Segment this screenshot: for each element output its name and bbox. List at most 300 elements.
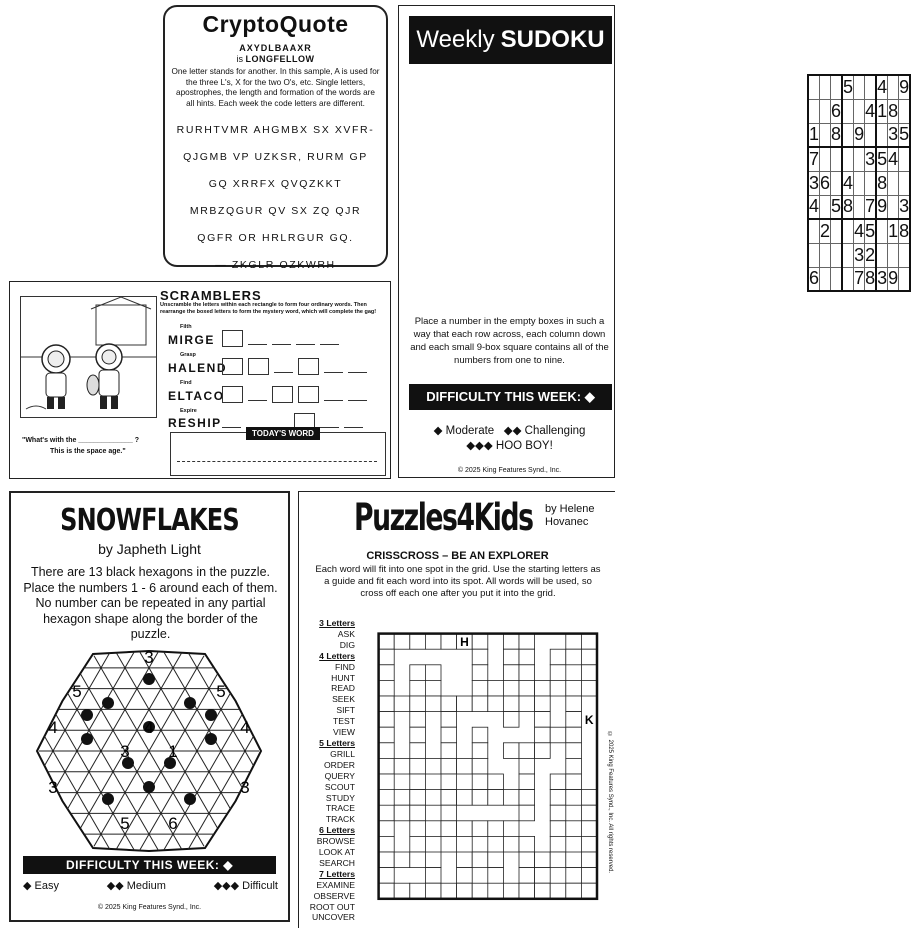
- sudoku-cell[interactable]: [831, 219, 843, 243]
- sudoku-cell: 2: [865, 243, 877, 267]
- crisscross-cell[interactable]: [566, 868, 582, 884]
- crisscross-cell[interactable]: [410, 712, 426, 728]
- crisscross-cell[interactable]: [394, 696, 410, 712]
- crisscross-cell[interactable]: [550, 883, 566, 899]
- crisscross-cell[interactable]: [566, 696, 582, 712]
- crisscross-cell[interactable]: [519, 805, 535, 821]
- crisscross-cell[interactable]: [503, 665, 519, 681]
- given-number: 5: [72, 682, 82, 701]
- black-hexagon: [205, 709, 217, 721]
- crisscross-cell[interactable]: [379, 696, 395, 712]
- crisscross-instructions: Each word will fit into one spot in the grid. Use the starting letters as a guide and fit each word into its spot. All words will be used, so cross off each one after you put it into the grid.: [315, 564, 601, 599]
- crisscross-cell[interactable]: [550, 727, 566, 743]
- is-word: is: [236, 54, 243, 64]
- crisscross-cell[interactable]: [425, 868, 441, 884]
- sudoku-cell: 5: [899, 123, 911, 147]
- body-left: [46, 373, 66, 397]
- crisscross-cell[interactable]: [519, 649, 535, 665]
- crisscross-cell[interactable]: [581, 680, 597, 696]
- word-list-item: HUNT: [331, 672, 355, 683]
- crisscross-cell[interactable]: [441, 712, 457, 728]
- crisscross-cell[interactable]: [472, 852, 488, 868]
- sudoku-cell: 5: [876, 147, 888, 171]
- crisscross-cell[interactable]: [488, 852, 504, 868]
- crisscross-cell[interactable]: [394, 852, 410, 868]
- crisscross-cell[interactable]: [379, 805, 395, 821]
- starter-letter: H: [460, 635, 469, 650]
- crisscross-cell[interactable]: [379, 836, 395, 852]
- sudoku-cell: 5: [842, 75, 854, 99]
- crisscross-cell[interactable]: [488, 696, 504, 712]
- crisscross-cell[interactable]: [566, 852, 582, 868]
- given-number: 5: [216, 682, 226, 701]
- crisscross-cell[interactable]: [425, 665, 441, 681]
- snowflakes-instructions: There are 13 black hexagons in the puzzle. Place the numbers 1 - 6 around each of them. No number can be repeated in any partial hexagon shape along the border of the puzzle.: [23, 565, 278, 641]
- crisscross-cell[interactable]: [425, 790, 441, 806]
- sudoku-difficulty-levels: [407, 424, 612, 454]
- crisscross-cell[interactable]: [379, 712, 395, 728]
- word-list-item: LOOK AT: [318, 847, 355, 858]
- cartoon-illustration: [20, 296, 157, 418]
- clue-2: Grasp: [180, 352, 196, 358]
- crisscross-cell[interactable]: [519, 774, 535, 790]
- answer-blanks-3[interactable]: [222, 386, 367, 403]
- crisscross-cell[interactable]: [379, 743, 395, 759]
- given-number: 3: [240, 778, 250, 797]
- crisscross-cell[interactable]: [488, 821, 504, 837]
- crisscross-cell[interactable]: [379, 852, 395, 868]
- sudoku-cell[interactable]: [808, 219, 820, 243]
- todays-word-box[interactable]: [170, 429, 386, 476]
- sudoku-cell[interactable]: [808, 243, 820, 267]
- crisscross-cell[interactable]: [457, 868, 473, 884]
- byline-1: by Helene: [545, 503, 595, 515]
- crisscross-cell[interactable]: [566, 680, 582, 696]
- word-list-item: EXAMINE: [316, 879, 355, 890]
- crisscross-cell[interactable]: [410, 774, 426, 790]
- sudoku-cell[interactable]: [854, 195, 865, 219]
- crisscross-cell[interactable]: [566, 821, 582, 837]
- crisscross-cell[interactable]: [441, 836, 457, 852]
- crisscross-cell[interactable]: [410, 696, 426, 712]
- cryptoquote-title: CryptoQuote: [202, 11, 349, 37]
- sudoku-row: [808, 123, 910, 147]
- crisscross-cell[interactable]: [503, 790, 519, 806]
- sudoku-row: [808, 99, 910, 123]
- cryptoquote-line: GQ XRRFX QVQZKKT: [208, 178, 343, 190]
- crisscross-cell[interactable]: [457, 852, 473, 868]
- sudoku-cell[interactable]: [854, 171, 865, 195]
- sudoku-cell: 7: [865, 195, 877, 219]
- sudoku-cell[interactable]: [899, 147, 911, 171]
- crisscross-cell[interactable]: [535, 883, 551, 899]
- sudoku-cell[interactable]: [876, 219, 888, 243]
- crisscross-cell[interactable]: [394, 883, 410, 899]
- word-list-item: ASK: [337, 628, 355, 639]
- word-list-item: UNCOVER: [312, 912, 355, 923]
- sudoku-cell[interactable]: [842, 267, 854, 291]
- crisscross-cell[interactable]: [503, 634, 519, 650]
- crisscross-cell[interactable]: [566, 743, 582, 759]
- leg-left-2: [58, 397, 65, 409]
- crisscross-cell[interactable]: [441, 805, 457, 821]
- crisscross-cell[interactable]: [425, 821, 441, 837]
- sudoku-cell[interactable]: [888, 75, 899, 99]
- crisscross-cell[interactable]: [472, 774, 488, 790]
- sudoku-cell: 3: [876, 267, 888, 291]
- crisscross-cell[interactable]: [488, 868, 504, 884]
- crisscross-cell[interactable]: [379, 758, 395, 774]
- crisscross-cell[interactable]: [566, 634, 582, 650]
- crisscross-cell[interactable]: [441, 634, 457, 650]
- given-number: 3: [48, 778, 58, 797]
- crisscross-cell[interactable]: [441, 758, 457, 774]
- crisscross-cell[interactable]: [535, 680, 551, 696]
- crisscross-cell[interactable]: [535, 852, 551, 868]
- sudoku-cell[interactable]: [865, 171, 877, 195]
- crisscross-cell[interactable]: [394, 758, 410, 774]
- crisscross-cell[interactable]: [566, 712, 582, 728]
- crisscross-cell[interactable]: [581, 805, 597, 821]
- crisscross-cell[interactable]: [566, 774, 582, 790]
- sudoku-cell[interactable]: [854, 99, 865, 123]
- level-medium: ◆◆ Medium: [106, 880, 166, 892]
- sudoku-cell[interactable]: [899, 99, 911, 123]
- crisscross-cell[interactable]: [472, 696, 488, 712]
- sudoku-cell: 3: [865, 147, 877, 171]
- crisscross-cell[interactable]: [472, 634, 488, 650]
- crisscross-cell[interactable]: [581, 852, 597, 868]
- crisscross-cell[interactable]: [519, 665, 535, 681]
- sudoku-cell[interactable]: [888, 195, 899, 219]
- sudoku-cell[interactable]: [842, 123, 854, 147]
- sudoku-cell: 4: [842, 171, 854, 195]
- crisscross-cell[interactable]: [472, 743, 488, 759]
- sudoku-copyright: © 2025 King Features Synd., Inc.: [457, 467, 562, 474]
- cryptoquote-instructions: One letter stands for another. In this sample, A is used for the three L's, X for the two O's, etc. Single letters, apostrophes, the length and formation of the words are all hints. Each week the code letters are different.: [171, 67, 380, 108]
- snowflakes-copyright: © 2025 King Features Synd., Inc.: [97, 904, 202, 911]
- crisscross-cell[interactable]: [488, 774, 504, 790]
- crisscross-cell[interactable]: [425, 680, 441, 696]
- sudoku-panel: [398, 5, 910, 478]
- black-hexagon: [143, 781, 155, 793]
- crisscross-cell[interactable]: [441, 774, 457, 790]
- crisscross-cell[interactable]: [457, 883, 473, 899]
- word-list-item: TRACK: [325, 814, 355, 825]
- roof-shape: [91, 297, 151, 309]
- crisscross-cell[interactable]: [503, 649, 519, 665]
- crisscross-cell[interactable]: [457, 821, 473, 837]
- cryptoquote-sample-code: AXYDLBAAXR: [239, 43, 312, 53]
- sudoku-cell[interactable]: [854, 75, 865, 99]
- crisscross-cell[interactable]: [472, 665, 488, 681]
- sudoku-cell[interactable]: [831, 267, 843, 291]
- crisscross-cell[interactable]: [519, 883, 535, 899]
- tank-shape: [87, 375, 99, 395]
- crisscross-cell[interactable]: [379, 868, 395, 884]
- scrambled-word-3: ELTACO: [168, 389, 225, 403]
- crisscross-cell[interactable]: [379, 680, 395, 696]
- crisscross-cell[interactable]: [581, 665, 597, 681]
- crisscross-cell[interactable]: [488, 680, 504, 696]
- crisscross-cell[interactable]: [566, 758, 582, 774]
- sudoku-cell: 3: [888, 123, 899, 147]
- sudoku-row: [808, 267, 910, 291]
- scrambled-word-1: MIRGE: [168, 333, 215, 347]
- answer-blanks-2[interactable]: [222, 358, 367, 375]
- crisscross-cell[interactable]: [503, 696, 519, 712]
- sudoku-cell: 4: [854, 219, 865, 243]
- house-shape: [96, 305, 146, 345]
- crisscross-cell[interactable]: [441, 790, 457, 806]
- crisscross-cell[interactable]: [550, 649, 566, 665]
- crisscross-cell[interactable]: [503, 836, 519, 852]
- crisscross-cell[interactable]: [410, 821, 426, 837]
- crisscross-cell[interactable]: [550, 774, 566, 790]
- sudoku-cell[interactable]: [865, 75, 877, 99]
- sudoku-cell[interactable]: [831, 147, 843, 171]
- crisscross-cell[interactable]: [503, 821, 519, 837]
- crisscross-cell[interactable]: [457, 790, 473, 806]
- crisscross-cell[interactable]: [472, 680, 488, 696]
- crisscross-cell[interactable]: [581, 868, 597, 884]
- sudoku-cell: 1: [876, 99, 888, 123]
- crisscross-cell[interactable]: [581, 649, 597, 665]
- crisscross-cell[interactable]: [410, 634, 426, 650]
- sudoku-cell[interactable]: [808, 99, 820, 123]
- black-hexagon: [81, 709, 93, 721]
- sudoku-cell: 6: [831, 99, 843, 123]
- crisscross-cell[interactable]: [441, 883, 457, 899]
- crisscross-cell[interactable]: [535, 743, 551, 759]
- crisscross-cell[interactable]: [472, 727, 488, 743]
- crisscross-cell[interactable]: [519, 634, 535, 650]
- sudoku-cell[interactable]: [820, 147, 831, 171]
- vertical-copyright: © 2025 King Features Synd., Inc. All rights reserved.: [607, 732, 613, 874]
- crisscross-cell[interactable]: [457, 696, 473, 712]
- given-number: 1: [168, 742, 178, 761]
- sudoku-cell[interactable]: [820, 267, 831, 291]
- word-list-item: VIEW: [333, 727, 355, 738]
- crisscross-cell[interactable]: [425, 883, 441, 899]
- cryptoquote-line: QJGMB VP UZKSR, RURM GP: [183, 151, 368, 163]
- crisscross-cell[interactable]: [566, 727, 582, 743]
- cartoon-caption-1: "What's with the ______________ ?: [22, 437, 140, 444]
- crisscross-cell[interactable]: [441, 821, 457, 837]
- word-group-header: 5 Letters: [319, 737, 355, 748]
- crisscross-cell[interactable]: [550, 821, 566, 837]
- crisscross-cell[interactable]: [441, 696, 457, 712]
- signature-scribble: [26, 406, 46, 409]
- sudoku-cell[interactable]: [854, 147, 865, 171]
- crisscross-cell[interactable]: [425, 852, 441, 868]
- sudoku-cell[interactable]: [842, 243, 854, 267]
- word-group-header: 4 Letters: [319, 650, 355, 661]
- sudoku-cell[interactable]: [831, 75, 843, 99]
- sudoku-cell[interactable]: [865, 123, 877, 147]
- crisscross-cell[interactable]: [581, 836, 597, 852]
- crisscross-cell[interactable]: [410, 805, 426, 821]
- sudoku-cell[interactable]: [831, 243, 843, 267]
- sudoku-cell[interactable]: [876, 243, 888, 267]
- leg-left-1: [47, 397, 54, 409]
- crisscross-cell[interactable]: [425, 634, 441, 650]
- crisscross-cell[interactable]: [379, 727, 395, 743]
- puzzles4kids-title: Puzzles4Kids: [354, 496, 533, 539]
- crisscross-cell[interactable]: [519, 758, 535, 774]
- crisscross-cell[interactable]: [379, 883, 395, 899]
- sudoku-cell[interactable]: [831, 171, 843, 195]
- scrambled-word-4: RESHIP: [168, 416, 222, 430]
- crisscross-cell[interactable]: [379, 634, 395, 650]
- given-number: 5: [120, 814, 130, 833]
- cryptoquote-line: MRBZQGUR QV SX ZQ QJR: [189, 205, 362, 217]
- crisscross-cell[interactable]: [519, 680, 535, 696]
- cryptoquote-line: QGFR OR HRLRGUR GQ.: [197, 232, 354, 244]
- crisscross-cell[interactable]: [519, 743, 535, 759]
- sudoku-cell[interactable]: [899, 171, 911, 195]
- sudoku-title-light: Weekly: [416, 26, 495, 53]
- crisscross-cell[interactable]: [535, 712, 551, 728]
- crisscross-cell[interactable]: [503, 883, 519, 899]
- crisscross-cell[interactable]: [441, 727, 457, 743]
- crisscross-cell[interactable]: [425, 758, 441, 774]
- crisscross-cell[interactable]: [535, 868, 551, 884]
- crisscross-cell[interactable]: [472, 836, 488, 852]
- crisscross-cell[interactable]: [472, 649, 488, 665]
- sudoku-cell: 7: [808, 147, 820, 171]
- crisscross-cell[interactable]: [379, 821, 395, 837]
- sudoku-cell[interactable]: [842, 99, 854, 123]
- sudoku-cell: 8: [831, 123, 843, 147]
- word-list-item: TEST: [333, 716, 355, 727]
- crisscross-cell[interactable]: [379, 649, 395, 665]
- sudoku-cell[interactable]: [842, 147, 854, 171]
- byline-2: Hovanec: [545, 516, 589, 528]
- crisscross-cell[interactable]: [379, 665, 395, 681]
- sudoku-cell[interactable]: [820, 195, 831, 219]
- crisscross-cell[interactable]: [550, 790, 566, 806]
- crisscross-cell[interactable]: [519, 790, 535, 806]
- crisscross-cell[interactable]: [535, 727, 551, 743]
- sudoku-cell[interactable]: [888, 171, 899, 195]
- sudoku-cell[interactable]: [899, 243, 911, 267]
- crisscross-cell[interactable]: [550, 680, 566, 696]
- crisscross-cell[interactable]: [425, 696, 441, 712]
- scrambled-word-2: HALEND: [168, 361, 227, 375]
- leg-right-2: [111, 396, 118, 409]
- crisscross-cell[interactable]: [566, 883, 582, 899]
- sudoku-cell: 3: [808, 171, 820, 195]
- crisscross-cell[interactable]: [379, 774, 395, 790]
- cryptoquote-line: — ZKGLR OZKWRH: [215, 259, 336, 271]
- crisscross-cell[interactable]: [394, 790, 410, 806]
- sudoku-cell: 5: [831, 195, 843, 219]
- sudoku-cell[interactable]: [888, 243, 899, 267]
- crisscross-cell[interactable]: [519, 696, 535, 712]
- black-hexagon: [205, 733, 217, 745]
- crisscross-cell[interactable]: [519, 836, 535, 852]
- sudoku-cell[interactable]: [899, 267, 911, 291]
- todays-word-label: TODAY'S WORD: [246, 427, 320, 440]
- crisscross-cell[interactable]: [441, 743, 457, 759]
- crisscross-cell[interactable]: [472, 790, 488, 806]
- word-list-item: FIND: [334, 661, 355, 672]
- sample-answer: LONGFELLOW: [245, 54, 315, 64]
- crisscross-cell[interactable]: [550, 665, 566, 681]
- crisscross-cell[interactable]: [394, 805, 410, 821]
- black-hexagon: [143, 673, 155, 685]
- crisscross-cell[interactable]: [410, 743, 426, 759]
- crisscross-cell[interactable]: [488, 790, 504, 806]
- cryptoquote-sample-answer: [165, 54, 386, 64]
- word-list-item: SIFT: [336, 705, 355, 716]
- sudoku-cell[interactable]: [820, 243, 831, 267]
- sudoku-cell[interactable]: [820, 123, 831, 147]
- crisscross-cell[interactable]: [410, 758, 426, 774]
- crisscross-cell[interactable]: [472, 758, 488, 774]
- word-group-header: 3 Letters: [319, 618, 355, 628]
- sudoku-cell[interactable]: [808, 75, 820, 99]
- crisscross-cell[interactable]: [581, 821, 597, 837]
- crisscross-cell[interactable]: [519, 868, 535, 884]
- given-number: 6: [168, 814, 178, 833]
- sudoku-cell[interactable]: [876, 123, 888, 147]
- sudoku-cell: 9: [876, 195, 888, 219]
- crisscross-cell[interactable]: [503, 712, 519, 728]
- crisscross-grid: [363, 618, 613, 929]
- crisscross-cell[interactable]: [550, 805, 566, 821]
- crisscross-cell[interactable]: [410, 665, 426, 681]
- crisscross-cell[interactable]: [410, 680, 426, 696]
- crisscross-cell[interactable]: [503, 743, 519, 759]
- crisscross-cell[interactable]: [535, 696, 551, 712]
- crisscross-cell[interactable]: [566, 790, 582, 806]
- level-hoo-boy: ◆◆◆ HOO BOY!: [466, 440, 553, 452]
- word-list-item: DIG: [339, 639, 355, 650]
- crisscross-cell[interactable]: [550, 852, 566, 868]
- sudoku-cell[interactable]: [842, 219, 854, 243]
- crisscross-cell[interactable]: [457, 758, 473, 774]
- crisscross-cell[interactable]: [410, 852, 426, 868]
- crisscross-cell[interactable]: [410, 883, 426, 899]
- crisscross-cell[interactable]: [472, 883, 488, 899]
- crisscross-cell[interactable]: [581, 634, 597, 650]
- crisscross-cell[interactable]: [410, 790, 426, 806]
- crisscross-cell[interactable]: [410, 727, 426, 743]
- sudoku-cell[interactable]: [820, 99, 831, 123]
- crisscross-cell[interactable]: [566, 649, 582, 665]
- crisscross-cell[interactable]: [394, 634, 410, 650]
- cartoon-caption-2: This is the space age.": [50, 448, 126, 455]
- crisscross-cell[interactable]: [550, 836, 566, 852]
- word-list-item: READ: [331, 683, 355, 694]
- crisscross-cell[interactable]: [519, 852, 535, 868]
- black-hexagon: [102, 793, 114, 805]
- crisscross-cell[interactable]: [410, 836, 426, 852]
- answer-blanks-1[interactable]: [222, 330, 339, 347]
- crisscross-cell[interactable]: [503, 680, 519, 696]
- snowflakes-title: SNOWFLAKES: [60, 503, 239, 538]
- crisscross-cell[interactable]: [472, 821, 488, 837]
- crisscross-cell[interactable]: [581, 790, 597, 806]
- crisscross-cell[interactable]: [581, 883, 597, 899]
- sudoku-row: [808, 195, 910, 219]
- sudoku-cell: 8: [876, 171, 888, 195]
- sudoku-cell: 8: [842, 195, 854, 219]
- given-number: 4: [240, 718, 250, 737]
- sudoku-cell[interactable]: [820, 75, 831, 99]
